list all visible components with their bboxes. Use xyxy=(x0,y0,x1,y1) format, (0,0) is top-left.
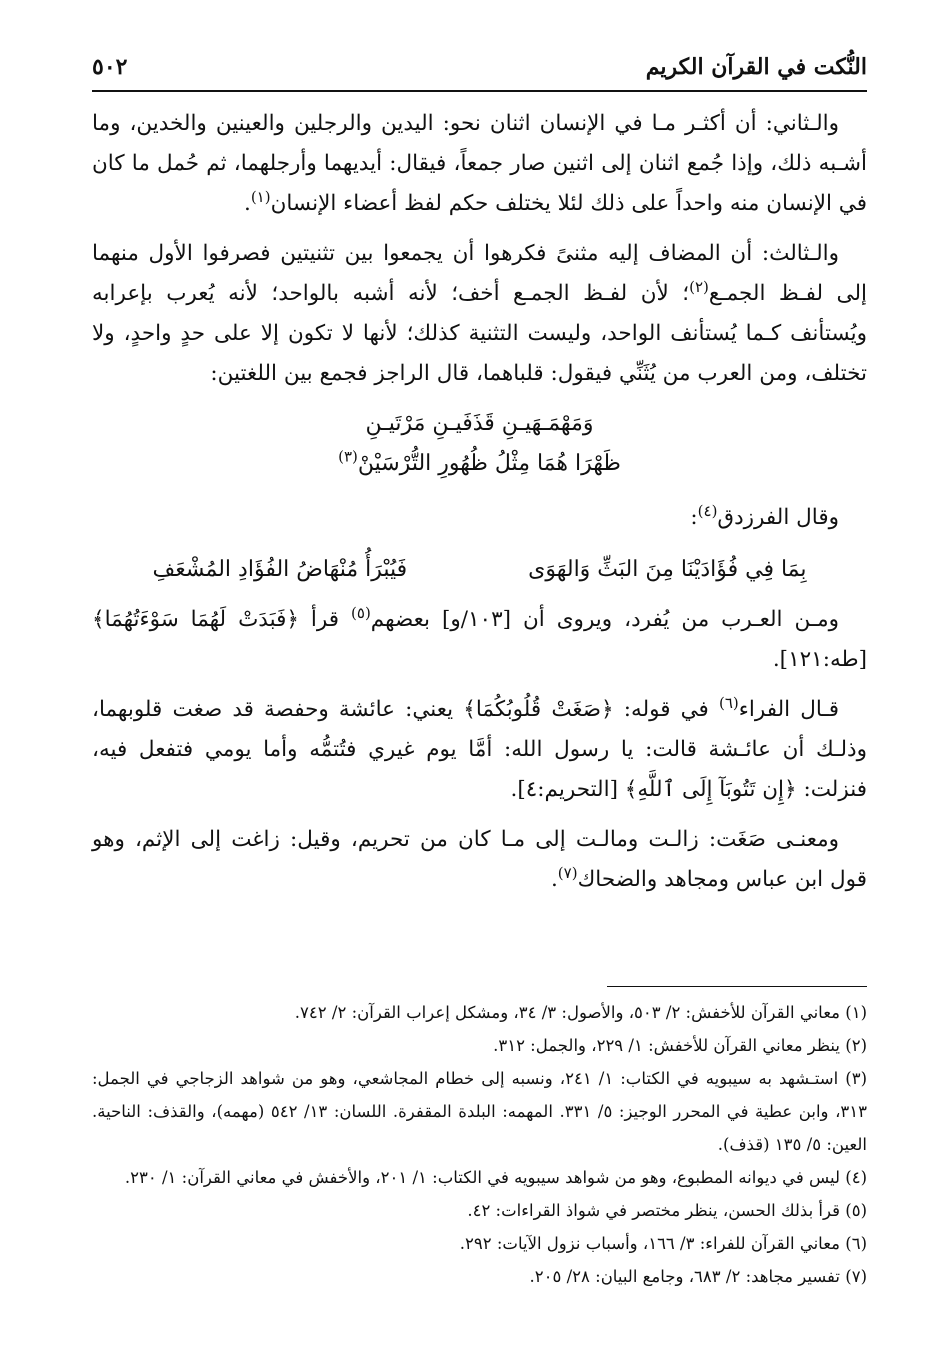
paragraph-third-reason xyxy=(92,234,867,394)
footnote-item: (٥) قرأ بذلك الحسن، ينظر مختصر في شواذ القراءات: ٤٢. xyxy=(467,1201,867,1220)
paragraph-reading xyxy=(92,600,867,680)
footnote-ref: (٧) xyxy=(557,863,578,882)
footnotes xyxy=(92,996,867,1293)
paragraph-second-reason: والـثاني: أن أكثـر مـا في الإنسان اثنان نحو: اليدين والرجلين والعينين والخدين، وما أشـبه ذلك، وإذا جُمع اثنان إلى اثنين صار جمعاً، فيقال: أيديهما وأرجلهما، ثم حُمل ما كان في الإنسان منه واحداً على ذلك لئلا يختلف حكم لفظ أعضاء الإنسان$^{(١)}$. xyxy=(92,111,867,216)
footnote-ref: (٤) xyxy=(697,501,718,520)
paragraph-text: والـثاني: أن أكثـر مـا في الإنسان اثنان نحو: اليدين والرجلين والعينين والخدين، وما أشـبه ذلك، وإذا جُمع اثنان إلى اثنين صار جمعاً، فيقال: أيديهما وأرجلهما، ثم حُمل ما كان في الإنسان منه واحداً على ذلك لئلا يختلف حكم لفظ أعضاء الإنسان xyxy=(92,111,867,216)
footnote-ref: (٢) xyxy=(689,277,709,296)
verse-hemistich-first: بِمَا فِي فُؤَادَيْنَا مِنَ البَثِّ وَالهَوَى xyxy=(528,557,807,582)
verse-text: ظَهْرَا هُمَا مِثْلُ ظُهُورِ التُّرْسَيْنْ xyxy=(357,451,621,476)
paragraph-farra xyxy=(92,690,867,810)
paragraph-text: قـال الفراء xyxy=(738,697,839,722)
footnote-item: (٣) استـشهد به سيبويه في الكتاب: ١/ ٢٤١، ونسبه إلى خطام المجاشعي، وهو من شواهد الزجاجي في الجمل: ٣١٣، وابن عطية في المحرر الوجيز: ٥/ ٣٣١. المهمه: البلدة المقفرة. اللسان: ١٣/ ٥٤٢ (مهمه)، والقذف: الناحية. العين: ٥/ ١٣٥ (قذف). xyxy=(92,1069,868,1154)
paragraph-text: والـثالث: أن المضاف إليه مثنىً فكرهوا أن يجمعوا بين تثنيتين فصرفوا الأول منهما إلى لفـظ الجمـع xyxy=(92,241,867,306)
footnote-ref: (٣) xyxy=(338,447,358,466)
footnote-divider xyxy=(607,986,867,987)
footnote-ref: (١) xyxy=(250,187,271,206)
paragraph-text: في قوله: ﴿صَغَتْ قُلُوبُكُمَا﴾ يعني: عائشة وحفصة قد صغت قلوبهما، وذلـك أن عائـشة قالت: يا رسول الله: أمَّا يوم غيري فتُتمُّه وأما يومي فتفعل فيه، فنزلت: ﴿إِن تَتُوبَآ إِلَى ٱللَّهِ﴾ [التحريم:٤]. xyxy=(92,697,867,802)
verse-line xyxy=(92,444,867,484)
main-text xyxy=(92,104,867,910)
paragraph-text: وقال الفرزدق xyxy=(717,505,839,530)
running-title: النُّكت في القرآن الكريم xyxy=(645,54,867,80)
paragraph-text: ومـن العـرب من يُفرد، ويروى أن [١٠٣/و] بعضهم xyxy=(370,607,840,632)
page-number: ٥٠٢ xyxy=(92,54,128,80)
page-header xyxy=(92,44,867,92)
footnote-ref: (٦) xyxy=(718,693,739,712)
paragraph-farazdaq: وقال الفرزدق$^{(٤)}$: xyxy=(690,501,839,530)
footnote-item: (٢) ينظر معاني القرآن للأخفش: ١/ ٢٢٩، والجمل: ٣١٢. xyxy=(493,1036,867,1055)
paragraph-meaning: ومعنـى صَغَت: زالـت ومالـت إلى مـا كان من تحريم، وقيل: زاغت إلى الإثم، وهو قول ابن عباس ومجاهد والضحاك$^{(٧)}$. xyxy=(92,827,867,892)
footnote-ref: (٥) xyxy=(351,603,371,622)
poem-verse xyxy=(92,550,867,590)
footnote-item: (٤) ليس في ديوانه المطبوع، وهو من شواهد سيبويه في الكتاب: ١/ ٢٠١، والأخفش في معاني القرآن: ١/ ٢٣٠. xyxy=(124,1168,867,1187)
verse-line: وَمَهْمَـهَيـنِ قَذَفَيـنِ مَرْتَيـنِ xyxy=(365,411,594,436)
paragraph-text: ومعنـى صَغَت: زالـت ومالـت إلى مـا كان من تحريم، وقيل: زاغت إلى الإثم، وهو قول ابن عباس ومجاهد والضحاك xyxy=(92,827,867,892)
paragraph-text: قرأ ﴿فَبَدَتْ لَهُمَا سَوْءَتُهُمَا﴾ [طه:١٢١]. xyxy=(92,607,867,672)
paragraph-text: ؛ لأن لفـظ الجمـع أخف؛ لأنه أشبه بالواحد؛ لأنه يُعرب بإعرابه ويُستأنف كـما يُستأنف الواحد، وليست التثنية كذلك؛ لأنها لا تكون إلا على حدٍ واحدٍ، ولا تختلف، ومن العرب من يُثَنِّي فيقول: قلباهما، قال الراجز فجمع بين اللغتين: xyxy=(92,281,867,386)
footnote-item: (٦) معاني القرآن للفراء: ٣/ ١٦٦، وأسباب نزول الآيات: ٢٩٢. xyxy=(459,1234,867,1253)
verse-hemistich-second: فَيُبْرَأُ مُنْهَاضُ الفُؤَادِ المُشْعَفِ xyxy=(152,557,408,582)
footnote-item: (١) معاني القرآن للأخفش: ٢/ ٥٠٣، والأصول: ٣/ ٣٤، ومشكل إعراب القرآن: ٢/ ٧٤٢. xyxy=(294,1003,867,1022)
footnote-item: (٧) تفسير مجاهد: ٢/ ٦٨٣، وجامع البيان: ٢٨/ ٢٠٥. xyxy=(529,1267,867,1286)
